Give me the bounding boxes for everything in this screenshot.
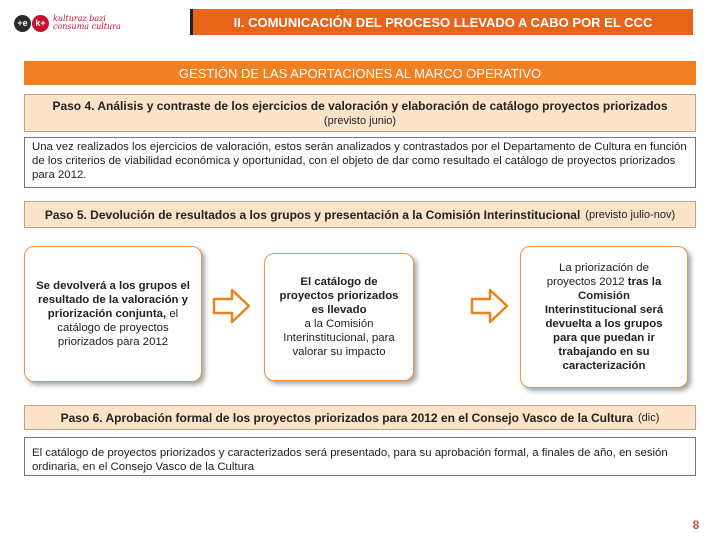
step-5-title: Paso 5. Devolución de resultados a los grupos y presentación a la Comisión Interinstitucional <box>44 207 581 222</box>
arrow-right-icon <box>470 286 510 326</box>
flow-box-3-bold: tras la Comisión Interinstitucional será devuelta a los grupos para que puedan ir trabajando en su caracterización <box>544 276 664 372</box>
flow-box-2-text: a la Comisión Interinstitucional, para valorar su impacto <box>283 318 395 358</box>
step-6-title: Paso 6. Aprobación formal de los proyectos priorizados para 2012 en el Consejo Vasco de la Cultura <box>60 410 633 425</box>
flow-box-3-text: La priorización de proyectos 2012 <box>546 262 649 288</box>
step-4-note: (previsto junio) <box>323 115 397 127</box>
step-4-banner <box>24 94 696 132</box>
step-6-note: (dic) <box>638 411 660 424</box>
step-6-description: El catálogo de proyectos priorizados y caracterizados será presentado, para su aprobación formal, a finales de año, en sesión ordinaria, en el Consejo Vasco de la Cultura <box>24 437 696 476</box>
logo <box>14 9 121 37</box>
logo-line-1: kulturaz bazi <box>53 14 106 23</box>
flow-box-1-bold: Se devolverá a los grupos el resultado de la valoración y priorización conjunta, <box>36 280 190 320</box>
step-5-note: (previsto julio-nov) <box>585 208 676 221</box>
k-plus-logo-icon: k+ <box>32 15 49 32</box>
flow-box-1-text: el catálogo de proyectos priorizados para 2012 <box>57 308 179 348</box>
flow-box-commission <box>264 253 414 381</box>
logo-text <box>53 15 121 31</box>
step-4-description: Una vez realizados los ejercicios de valoración, estos serán analizados y contrastados por el Departamento de Cultura en función de los criterios de viabilidad económica y oportunidad, con el objeto de dar como resultado el catálogo de proyectos priorizados para 2012. <box>24 137 696 188</box>
logo-line-2: consuma cultura <box>53 22 121 31</box>
plus-e-logo-icon: +e <box>14 15 31 32</box>
step-4-title: Paso 4. Análisis y contraste de los ejercicios de valoración y elaboración de catálogo proyectos priorizados <box>52 99 668 113</box>
flow-box-return-results <box>24 246 202 382</box>
step-5-banner <box>24 201 696 228</box>
slide-header: II. COMUNICACIÓN DEL PROCESO LLEVADO A CABO POR EL CCC <box>190 9 693 35</box>
flow-box-return-prioritization <box>520 246 688 388</box>
flow-box-2-bold: El catálogo de proyectos priorizados es llevado <box>279 276 399 316</box>
section-title: GESTIÓN DE LAS APORTACIONES AL MARCO OPERATIVO <box>24 61 696 85</box>
step-6-banner <box>24 405 696 430</box>
page-number: 8 <box>692 518 700 532</box>
arrow-right-icon <box>212 286 252 326</box>
